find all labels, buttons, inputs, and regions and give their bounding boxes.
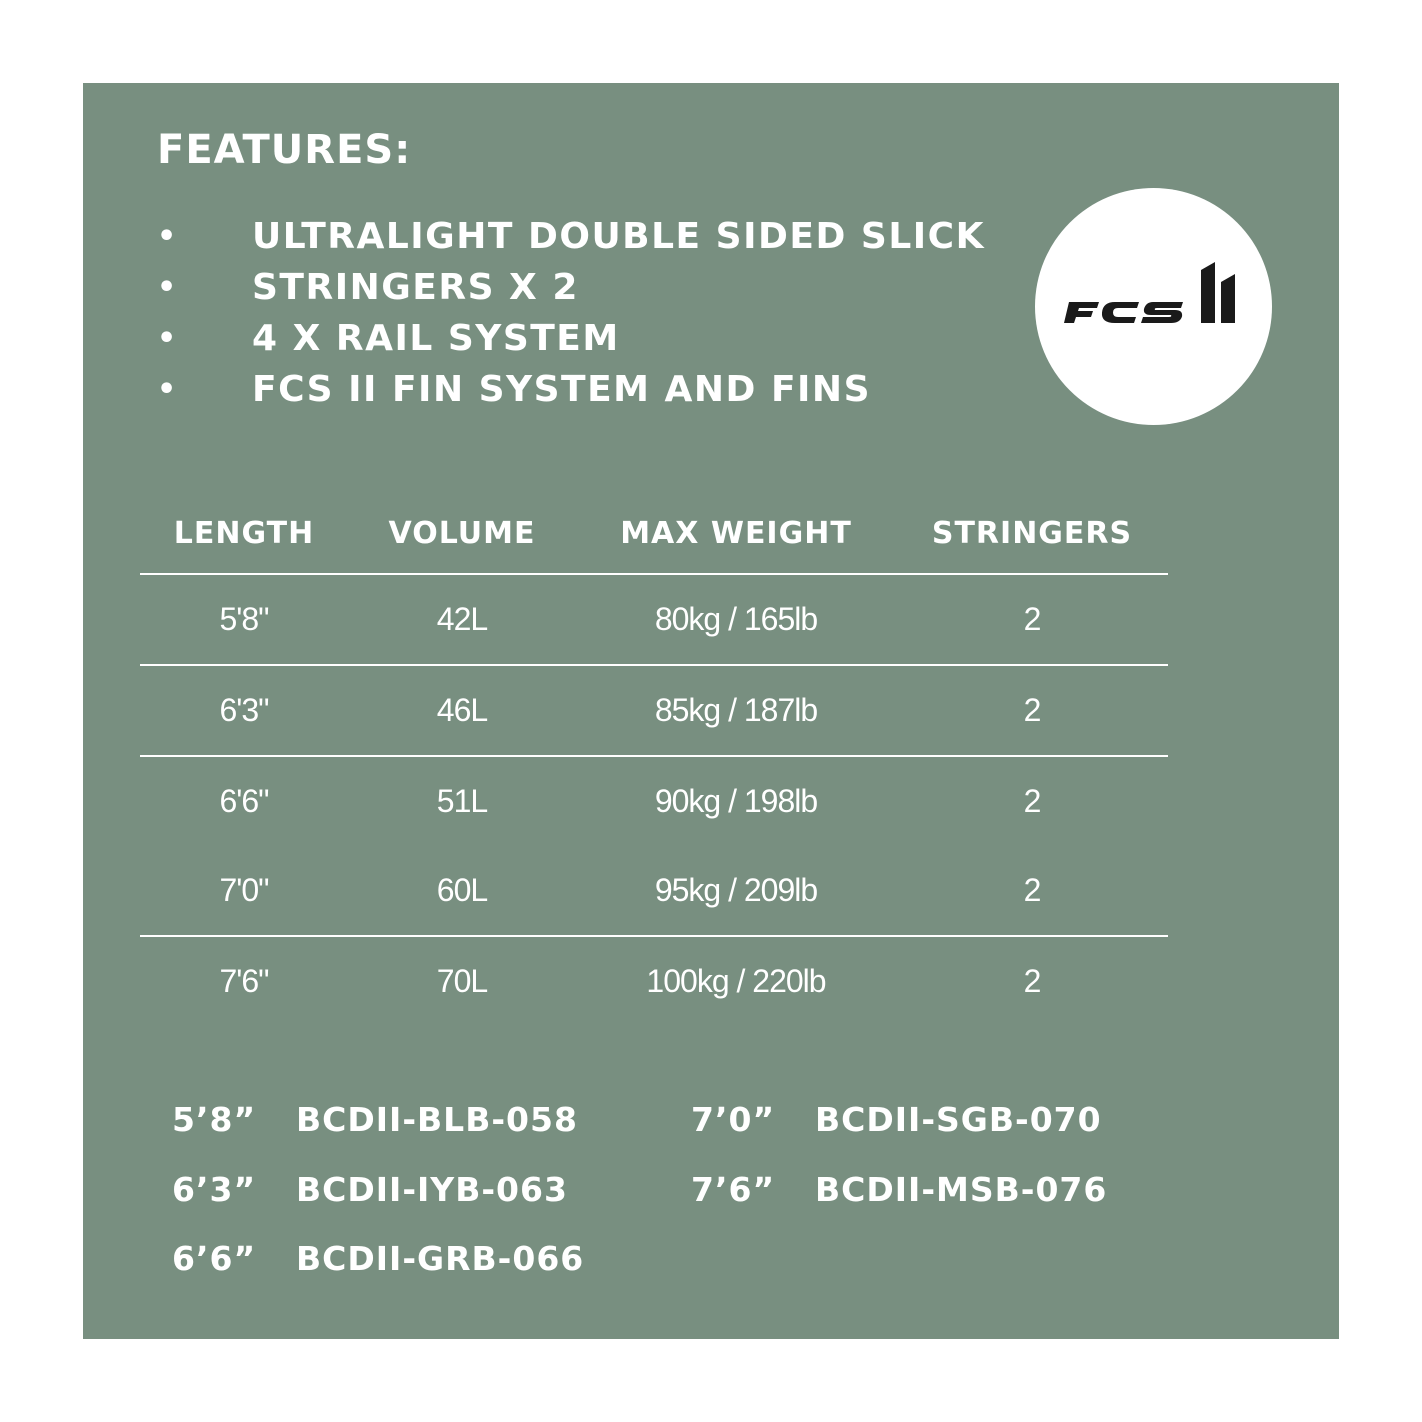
feature-text: 4 X RAIL SYSTEM (252, 318, 620, 359)
header-stringers: STRINGERS (931, 515, 1133, 551)
spec-panel (83, 83, 1339, 1339)
cell-volume: 42L (436, 601, 488, 637)
header-volume: VOLUME (388, 515, 536, 551)
cell-stringers: 2 (1023, 872, 1041, 908)
feature-text: ULTRALIGHT DOUBLE SIDED SLICK (252, 216, 985, 257)
feature-text: STRINGERS X 2 (252, 267, 579, 308)
spec-table (140, 493, 1168, 1026)
bullet-icon: • (157, 372, 178, 407)
cell-stringers: 2 (1023, 783, 1041, 819)
cell-stringers: 2 (1023, 963, 1041, 999)
cell-length: 5'8" (219, 601, 269, 637)
cell-max-weight: 95kg / 209lb (654, 872, 818, 908)
cell-volume: 46L (436, 692, 488, 728)
table-row (140, 666, 1168, 757)
bullet-icon: • (157, 270, 178, 305)
table-row (140, 937, 1168, 1026)
cell-length: 7'0" (219, 872, 269, 908)
feature-text: FCS II FIN SYSTEM AND FINS (252, 369, 871, 410)
code-size: 7’6” (691, 1170, 776, 1209)
fcs-logo-badge (1035, 188, 1272, 425)
code-sku: BCDII-BLB-058 (296, 1100, 578, 1139)
code-sku: BCDII-SGB-070 (815, 1100, 1102, 1139)
code-size: 5’8” (172, 1100, 257, 1139)
cell-length: 6'3" (219, 692, 269, 728)
cell-volume: 51L (436, 783, 488, 819)
code-size: 6’3” (172, 1170, 257, 1209)
cell-length: 6'6" (219, 783, 269, 819)
code-sku: BCDII-GRB-066 (296, 1239, 585, 1278)
cell-stringers: 2 (1023, 692, 1041, 728)
features-title: FEATURES: (157, 127, 412, 173)
cell-stringers: 2 (1023, 601, 1041, 637)
table-row (140, 757, 1168, 846)
cell-volume: 60L (436, 872, 488, 908)
table-row (140, 575, 1168, 666)
cell-max-weight: 100kg / 220lb (646, 963, 826, 999)
code-size: 7’0” (691, 1100, 776, 1139)
code-size: 6’6” (172, 1239, 257, 1278)
cell-max-weight: 90kg / 198lb (654, 783, 818, 819)
cell-max-weight: 80kg / 165lb (654, 601, 818, 637)
bullet-icon: • (157, 219, 178, 254)
code-sku: BCDII-IYB-063 (296, 1170, 568, 1209)
table-row (140, 846, 1168, 937)
cell-length: 7'6" (219, 963, 269, 999)
code-sku: BCDII-MSB-076 (815, 1170, 1108, 1209)
header-max-weight: MAX WEIGHT (620, 515, 852, 551)
table-header (140, 493, 1168, 575)
bullet-icon: • (157, 321, 178, 356)
cell-max-weight: 85kg / 187lb (654, 692, 818, 728)
fcs-ii-logo-icon (1063, 260, 1243, 328)
header-length: LENGTH (173, 515, 315, 551)
cell-volume: 70L (436, 963, 488, 999)
